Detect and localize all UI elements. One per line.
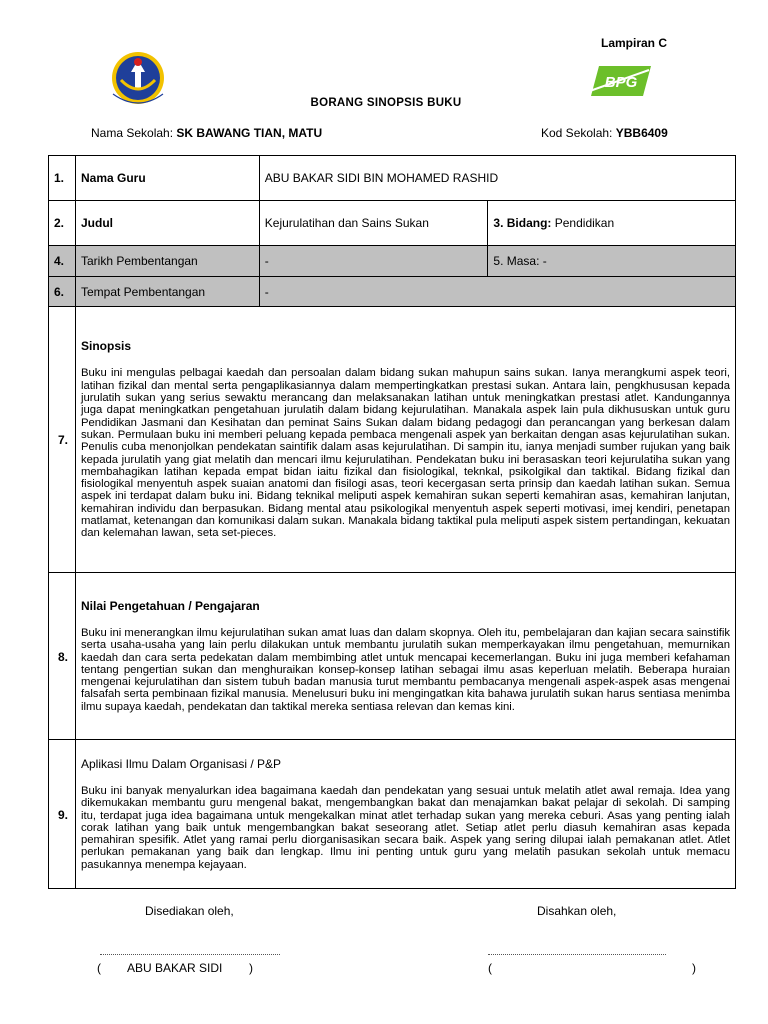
synopsis-cell — [75, 307, 735, 573]
time-cell: 5. Masa: - — [488, 246, 736, 277]
approved-by-label: Disahkan oleh, — [537, 904, 617, 918]
teacher-name-value: ABU BAKAR SIDI BIN MOHAMED RASHID — [259, 156, 735, 201]
application-title: Aplikasi Ilmu Dalam Organisasi / P&P — [80, 756, 282, 771]
row-number: 1. — [49, 156, 76, 201]
bpg-logo — [585, 62, 653, 98]
row-knowledge-value — [49, 573, 736, 740]
row-presentation-place — [49, 277, 736, 307]
row-number: 2. — [49, 201, 76, 246]
attachment-label: Lampiran C — [601, 36, 668, 50]
school-code-line — [541, 126, 668, 140]
school-name-label: Nama Sekolah: — [91, 126, 174, 140]
approved-signature-line — [488, 954, 666, 955]
knowledge-value-title: Nilai Pengetahuan / Pengajaran — [80, 598, 260, 613]
knowledge-value-cell — [75, 573, 735, 740]
book-title-label: Judul — [75, 201, 259, 246]
row-number: 8. — [49, 573, 76, 740]
synopsis-form-table — [48, 155, 736, 889]
prepared-by-name: ( ABU BAKAR SIDI ) — [97, 961, 254, 975]
approved-by-name: ( ) — [488, 961, 697, 975]
presentation-place-label: Tempat Pembentangan — [75, 277, 259, 307]
knowledge-value-text: Buku ini menerangkan ilmu kejurulatihan sukan amat luas dan dalam skopnya. Oleh itu, pembelajaran dan kajian secara sainstifik serta usaha-usaha yang lain perlu dilakukan untuk membantu jurulatih sukan memperkayakan ilmu pengetahuan, memurnikan kaedah dan cara serta pedekatan dalam membimbing atlet untuk mencapai kecemerlangan. Buku ini juga memberi kefahaman tentang pengertian sukan dan menghuraikan konsep-konsep latihan sebagai ilmu asas keperluan melatih. Beberapa huraian mengenai kejurulatihan dan sistem tubuh badan manusia turut membantu pembacanya mengenali aspek-aspek asas mengenai falsafah serta pembinaan fizikal manusia. Menelusuri buku ini mengingatkan kita bahawa jurulatih sukan harus sentiasa menimba ilmu supaya kaedah, pendekatan dan taktikal mereka sentiasa relevan dan kemas kini. — [80, 626, 730, 713]
school-code-label: Kod Sekolah: — [541, 126, 613, 140]
presentation-date-value: - — [259, 246, 488, 277]
presentation-date-label: Tarikh Pembentangan — [75, 246, 259, 277]
synopsis-title: Sinopsis — [80, 339, 131, 354]
row-teacher-name — [49, 156, 736, 201]
prepared-signature-line — [100, 954, 280, 955]
school-name-value: SK BAWANG TIAN, MATU — [176, 126, 323, 140]
school-name-line — [91, 126, 322, 140]
row-number: 4. — [49, 246, 76, 277]
row-synopsis — [49, 307, 736, 573]
row-number: 7. — [49, 307, 76, 573]
presentation-place-value: - — [259, 277, 735, 307]
row-number: 6. — [49, 277, 76, 307]
row-title — [49, 201, 736, 246]
teacher-name-label: Nama Guru — [75, 156, 259, 201]
book-title-value: Kejurulatihan dan Sains Sukan — [259, 201, 488, 246]
field-cell — [488, 201, 736, 246]
field-label: 3. Bidang: — [493, 216, 552, 230]
row-application — [49, 740, 736, 889]
field-value: Pendidikan — [551, 216, 615, 230]
row-number: 9. — [49, 740, 76, 889]
prepared-by-label: Disediakan oleh, — [145, 904, 234, 918]
svg-text:BPG: BPG — [604, 74, 638, 91]
synopsis-text: Buku ini mengulas pelbagai kaedah dan persoalan dalam bidang sukan mahupun sains sukan. Ianya merangkumi aspek teori, latihan fizikal dan mental serta pengaplikasiannya dalam mempertingkatkan prestasi sukan. Antara lain, pengkhususan kepada jurulatih sukan yang serius sewaktu merancang dan melaksanakan latihan untuk meningkatkan prestasi atlet. Kandungannya juga dapat meningkatkan pengetahuan jurulatih dalam bidang kejurulatihan. Manakala aspek lain pula dikhususkan untuk guru Pendidikan Jasmani dan Kesihatan dan peminat Sains Sukan dalam bidang pedagogi dan perancangan yang berkesan dalam sukan. Permulaan buku ini memberi peluang kepada pembaca mengenali aspek yan berkaitan dengan asas kejurulatihan sukan. Penulis cuba menonjolkan pendekatan saintifik dalam asas kejurulatihan. Di sampin itu, ianya menjadi sumber rujukan yang baik kepada jurulatih yang giat melatih dan mencari ilmu kejurulatihan. Pendekatan buku ini berasaskan teori kejurulatiha sukan yang membahagikan latihan kepada empat bidan iaitu fizikal dan fisiologikal, teknkal, psikolgikal dan taktikal. Bidang fizikal dan fisiologikal menyentuh aspek suaian anatomi dan fisilogi asas, teori kecergasan serta prinsip dan kaedah latihan sukan. Semua aspek ini terdapat dalam buku ini. Bidang teknikal meliputi aspek kemahiran sukan seperti kemahiran asas, kemahiran lanjutan, kemahiran individu dan berpasukan. Bidang mental atau psikologikal menyentuh aspek seperti motivasi, imej kendiri, penetapan matlamat, ketenangan dan komunikasi dalam sukan. Manakala bidang taktikal pula meliputi aspek sistem pertandingan, kekuatan dan kelemahan lawan, seta set-pieces. — [80, 367, 730, 540]
form-title: BORANG SINOPSIS BUKU — [310, 97, 462, 109]
application-text: Buku ini banyak menyalurkan idea bagaimana kaedah dan pendekatan yang sesuai untuk melatih atlet awal remaja. Idea yang dikemukakan membantu guru mengenal bakat, mengembangkan bakat dan menajamkan bakat pelajar di sekolah. Di samping itu, terdapat juga idea bagaimana untuk mengekalkan minat atlet terhadap sukan yang mereka ceburi. Asas yang penting ialah corak latihan yang baik untuk mengembangkan bakat seseorang atlet. Setiap atlet perlu diasuh kemahiran asas kepada pemahiran spesifik. Atlet yang ramai perlu diorganisasikan secara baik. Aspek yang sering dilupai ialah pemakanan atlet. Atlet perlukan pemakanan yang baik dan lengkap. Ilmu ini penting untuk guru yang melatih pasukan sekolah untuk memacu pasukannya menempa kejayaan. — [80, 784, 730, 871]
school-code-value: YBB6409 — [615, 126, 668, 140]
row-presentation-date — [49, 246, 736, 277]
application-cell — [75, 740, 735, 889]
